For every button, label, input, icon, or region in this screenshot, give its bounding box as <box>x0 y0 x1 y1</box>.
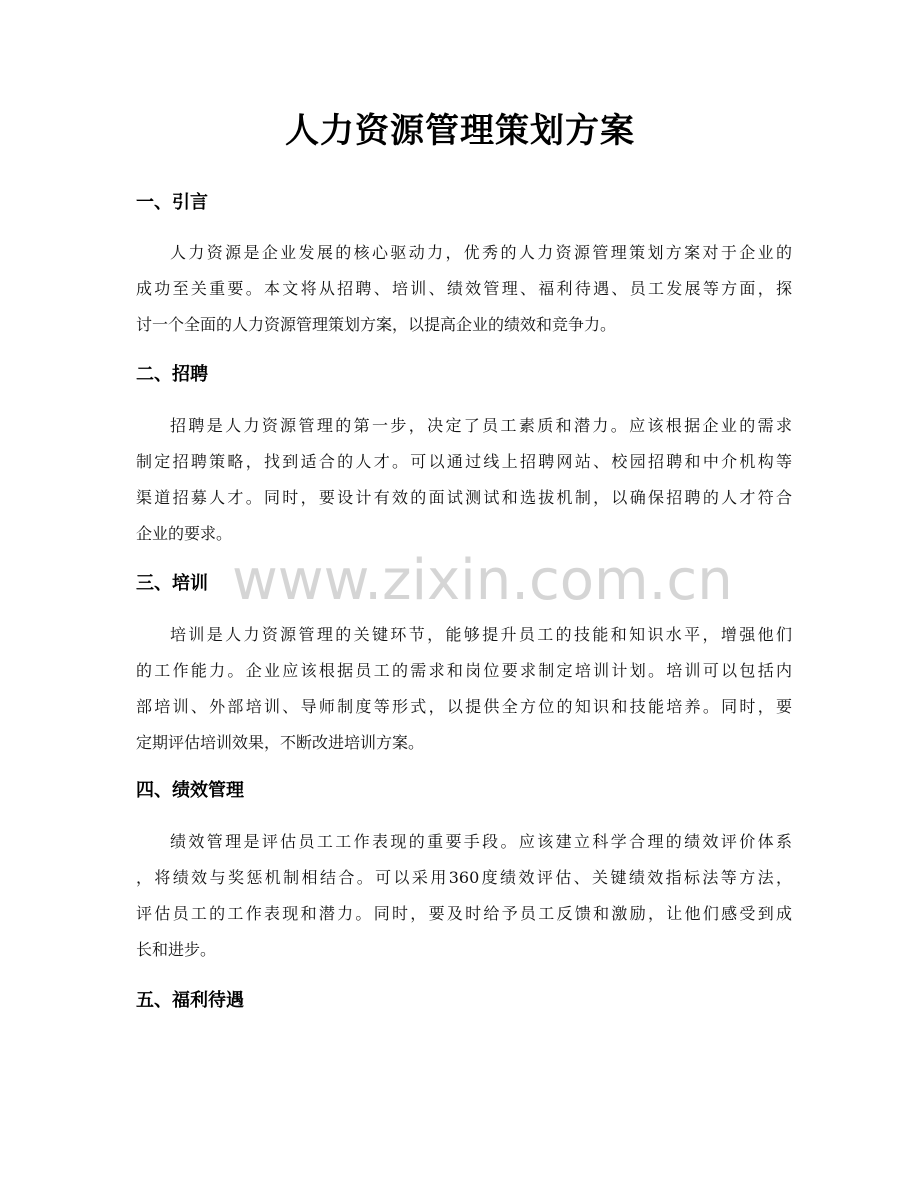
section-heading-performance: 四、绩效管理 <box>136 780 244 801</box>
paragraph-line: 企业的要求。 <box>136 524 233 543</box>
paragraph-line: 部培训、外部培训、导师制度等形式，以提供全方位的知识和技能培养。同时，要 <box>136 697 792 716</box>
section-heading-benefits: 五、福利待遇 <box>136 990 244 1011</box>
paragraph-line: 讨一个全面的人力资源管理策划方案，以提高企业的绩效和竞争力。 <box>136 315 617 334</box>
section-heading-introduction: 一、引言 <box>136 192 208 213</box>
section-paragraph-recruitment <box>136 408 792 552</box>
paragraph-line: 定期评估培训效果，不断改进培训方案。 <box>136 733 425 752</box>
section-paragraph-introduction <box>136 235 792 343</box>
watermark: www.zixin.com.cn <box>232 548 733 613</box>
section-paragraph-performance <box>136 824 792 968</box>
paragraph-line: 评估员工的工作表现和潜力。同时，要及时给予员工反馈和激励，让他们感受到成 <box>136 904 792 923</box>
section-paragraph-training <box>136 617 792 761</box>
paragraph-line: 渠道招募人才。同时，要设计有效的面试测试和选拔机制，以确保招聘的人才符合 <box>136 488 792 507</box>
paragraph-line: 长和进步。 <box>136 940 217 959</box>
document-title: 人力资源管理策划方案 <box>285 111 635 151</box>
paragraph-line: ，将绩效与奖惩机制相结合。可以采用360度绩效评估、关键绩效指标法等方法， <box>136 868 792 887</box>
paragraph-line: 培训是人力资源管理的关键环节，能够提升员工的技能和知识水平，增强他们 <box>170 625 792 644</box>
paragraph-line: 成功至关重要。本文将从招聘、培训、绩效管理、福利待遇、员工发展等方面，探 <box>136 279 792 298</box>
section-heading-recruitment: 二、招聘 <box>136 364 208 385</box>
paragraph-line: 的工作能力。企业应该根据员工的需求和岗位要求制定培训计划。培训可以包括内 <box>136 661 792 680</box>
paragraph-line: 绩效管理是评估员工工作表现的重要手段。应该建立科学合理的绩效评价体系 <box>170 832 792 851</box>
paragraph-line: 制定招聘策略，找到适合的人才。可以通过线上招聘网站、校园招聘和中介机构等 <box>136 452 792 471</box>
paragraph-line: 人力资源是企业发展的核心驱动力，优秀的人力资源管理策划方案对于企业的 <box>170 243 792 262</box>
section-heading-training: 三、培训 <box>136 573 208 594</box>
paragraph-line: 招聘是人力资源管理的第一步，决定了员工素质和潜力。应该根据企业的需求 <box>170 416 792 435</box>
